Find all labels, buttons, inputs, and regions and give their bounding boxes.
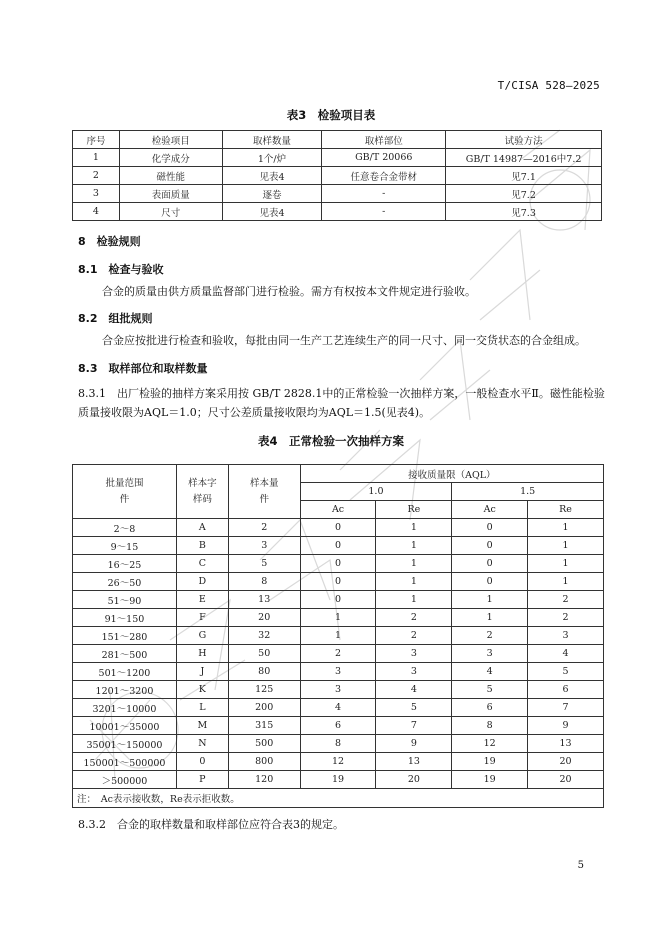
- table4-cell: 150001～500000: [73, 753, 177, 771]
- table4-cell: C: [176, 555, 228, 573]
- table4-cell: 20: [228, 609, 300, 627]
- table4-cell: 120: [228, 771, 300, 789]
- table4-cell: 26～50: [73, 573, 177, 591]
- section-8-2-text: 合金应按批进行检查和验收，每批由同一生产工艺连续生产的同一尺寸、同一交货状态的合金组成。: [102, 334, 586, 347]
- table4-cell: 1: [452, 591, 528, 609]
- table4-cell: 12: [452, 735, 528, 753]
- table4-cell: 800: [228, 753, 300, 771]
- table4-cell: 5: [228, 555, 300, 573]
- table4-cell: 0: [300, 555, 376, 573]
- table4-cell: 1: [376, 591, 452, 609]
- table4-cell: 151～280: [73, 627, 177, 645]
- table4-cell: 1201～3200: [73, 681, 177, 699]
- table4-cell: 12: [300, 753, 376, 771]
- table-row: [73, 735, 604, 753]
- table4-cell: M: [176, 717, 228, 735]
- table4-cell: 91～150: [73, 609, 177, 627]
- table3-header-cell: 取样部位: [322, 131, 446, 149]
- table-row: [73, 627, 604, 645]
- batch-range-header: 批量范围 件: [73, 465, 177, 519]
- table3-cell: GB/T 14987—2016中7.2: [446, 149, 602, 167]
- section-8-1-text: 合金的质量由供方质量监督部门进行检验。需方有权按本文件规定进行验收。: [102, 285, 476, 298]
- table4-cell: 9～15: [73, 537, 177, 555]
- table4-cell: 50: [228, 645, 300, 663]
- table3-cell: 见7.3: [446, 203, 602, 221]
- table4-cell: 19: [452, 771, 528, 789]
- table4-cell: 16～25: [73, 555, 177, 573]
- sample-letter-header: 样本字 样码: [176, 465, 228, 519]
- section-8-3-1-text: 8.3.1 出厂检验的抽样方案采用按 GB/T 2828.1中的正常检验一次抽样方案，一般检查水平Ⅱ。磁性能检验质量接收限为AQL＝1.0；尺寸公差质量接收限均为AQL＝1.5(见表4)。: [78, 387, 605, 419]
- table4-cell: 1: [452, 609, 528, 627]
- table4-cell: 1: [376, 573, 452, 591]
- table-row: [73, 663, 604, 681]
- table3-cell: 表面质量: [119, 185, 222, 203]
- table4-cell: 1: [528, 573, 604, 591]
- table3-header-cell: 试验方法: [446, 131, 602, 149]
- table-row: [73, 681, 604, 699]
- table3-header-cell: 检验项目: [119, 131, 222, 149]
- table4-cell: 13: [228, 591, 300, 609]
- table4-cell: 20: [528, 771, 604, 789]
- table4-note: 注： Ac表示接收数，Re表示拒收数。: [73, 789, 604, 808]
- table4-cell: 20: [376, 771, 452, 789]
- table4-cell: L: [176, 699, 228, 717]
- table-row: [73, 555, 604, 573]
- table-row: [73, 771, 604, 789]
- table4-cell: 2: [300, 645, 376, 663]
- table4-cell: 0: [300, 519, 376, 537]
- table4-cell: 1: [528, 537, 604, 555]
- table3-cell: 1个/炉: [222, 149, 322, 167]
- table4-cell: 8: [452, 717, 528, 735]
- table4-cell: 1: [300, 627, 376, 645]
- table3-cell: -: [322, 203, 446, 221]
- section-8-3-heading: 8.3 取样部位和取样数量: [78, 362, 208, 375]
- table4-cell: 501～1200: [73, 663, 177, 681]
- table4-cell: 4: [376, 681, 452, 699]
- table4-cell: B: [176, 537, 228, 555]
- table4-cell: K: [176, 681, 228, 699]
- table4-cell: 1: [376, 555, 452, 573]
- table4-cell: 1: [376, 537, 452, 555]
- table3-cell: 4: [73, 203, 120, 221]
- table-row: [73, 573, 604, 591]
- section-8-3-2-text: 8.3.2 合金的取样数量和取样部位应符合表3的规定。: [78, 818, 344, 831]
- table4-cell: 19: [300, 771, 376, 789]
- table4-cell: 6: [300, 717, 376, 735]
- table3-cell: GB/T 20066: [322, 149, 446, 167]
- table4-cell: 2: [452, 627, 528, 645]
- table3-cell: 化学成分: [119, 149, 222, 167]
- table4-cell: 5: [452, 681, 528, 699]
- table-row: [73, 167, 602, 185]
- table4-cell: 4: [528, 645, 604, 663]
- table4-cell: 3: [528, 627, 604, 645]
- table3-header-cell: 取样数量: [222, 131, 322, 149]
- table4-cell: 2: [528, 609, 604, 627]
- table-row: [73, 717, 604, 735]
- ac-re-header: Re: [528, 501, 604, 519]
- section-8-heading: 8 检验规则: [78, 235, 141, 248]
- table4-cell: 7: [528, 699, 604, 717]
- table-row: [73, 609, 604, 627]
- table3-cell: 尺寸: [119, 203, 222, 221]
- table4-cell: 80: [228, 663, 300, 681]
- ac-re-header: Ac: [300, 501, 376, 519]
- table-row: [73, 519, 604, 537]
- table4-cell: 125: [228, 681, 300, 699]
- table4-cell: 9: [376, 735, 452, 753]
- table4-cell: 3201～10000: [73, 699, 177, 717]
- table4-cell: A: [176, 519, 228, 537]
- table4-cell: 6: [528, 681, 604, 699]
- table4-cell: 8: [300, 735, 376, 753]
- section-8-1-heading: 8.1 检查与验收: [78, 263, 164, 276]
- table3-cell: 见表4: [222, 167, 322, 185]
- table4-cell: 4: [300, 699, 376, 717]
- table4-cell: 13: [528, 735, 604, 753]
- table4-cell: 0: [300, 537, 376, 555]
- table4-cell: 5: [376, 699, 452, 717]
- table4-cell: H: [176, 645, 228, 663]
- ac-re-header: Re: [376, 501, 452, 519]
- table4-cell: 3: [376, 663, 452, 681]
- aql-level-header: 1.5: [452, 483, 604, 501]
- table4-cell: N: [176, 735, 228, 753]
- table3-title: 表3 检验项目表: [286, 108, 376, 122]
- table4-cell: 6: [452, 699, 528, 717]
- table3-cell: 见7.1: [446, 167, 602, 185]
- aql-level-header: 1.0: [300, 483, 452, 501]
- table4-cell: 1: [528, 519, 604, 537]
- table3-cell: 2: [73, 167, 120, 185]
- table4-cell: 19: [452, 753, 528, 771]
- table-row: [73, 591, 604, 609]
- table4-cell: 13: [376, 753, 452, 771]
- sample-size-header: 样本量 件: [228, 465, 300, 519]
- table3-cell: 任意卷合金带材: [322, 167, 446, 185]
- inspection-items-table: [72, 130, 602, 221]
- table4-cell: 500: [228, 735, 300, 753]
- table4-cell: 4: [452, 663, 528, 681]
- page-number: 5: [577, 860, 584, 871]
- ac-re-header: Ac: [452, 501, 528, 519]
- table4-cell: 8: [228, 573, 300, 591]
- table4-cell: 2～8: [73, 519, 177, 537]
- table4-cell: G: [176, 627, 228, 645]
- table4-cell: 0: [452, 519, 528, 537]
- table-row: [73, 149, 602, 167]
- table4-cell: 3: [228, 537, 300, 555]
- document-id: T/CISA 528—2025: [497, 79, 600, 92]
- table4-cell: 315: [228, 717, 300, 735]
- table4-cell: 3: [300, 681, 376, 699]
- table4-cell: 32: [228, 627, 300, 645]
- table4-cell: 7: [376, 717, 452, 735]
- sampling-plan-table: [72, 464, 604, 808]
- table4-cell: D: [176, 573, 228, 591]
- table4-title: 表4 正常检验一次抽样方案: [257, 434, 404, 448]
- table-row: [73, 185, 602, 203]
- table-row: [73, 203, 602, 221]
- table3-cell: -: [322, 185, 446, 203]
- aql-header: 接收质量限（AQL）: [300, 465, 603, 483]
- table4-cell: 200: [228, 699, 300, 717]
- table3-cell: 1: [73, 149, 120, 167]
- table4-cell: 20: [528, 753, 604, 771]
- table4-cell: 2: [376, 627, 452, 645]
- table4-cell: 3: [300, 663, 376, 681]
- table4-cell: 281～500: [73, 645, 177, 663]
- table4-cell: 0: [452, 537, 528, 555]
- table4-cell: 0: [300, 591, 376, 609]
- table4-cell: 2: [528, 591, 604, 609]
- table3-cell: 磁性能: [119, 167, 222, 185]
- table-row: [73, 753, 604, 771]
- table4-cell: 3: [452, 645, 528, 663]
- section-8-2-heading: 8.2 组批规则: [78, 312, 153, 325]
- table3-header-cell: 序号: [73, 131, 120, 149]
- table3-cell: 见表4: [222, 203, 322, 221]
- table4-cell: 10001～35000: [73, 717, 177, 735]
- table4-cell: 1: [528, 555, 604, 573]
- table4-cell: 2: [228, 519, 300, 537]
- table4-cell: F: [176, 609, 228, 627]
- table4-cell: 0: [176, 753, 228, 771]
- table4-cell: 35001～150000: [73, 735, 177, 753]
- table4-cell: 2: [376, 609, 452, 627]
- table4-cell: 0: [452, 555, 528, 573]
- table4-cell: 1: [300, 609, 376, 627]
- table-row: [73, 537, 604, 555]
- table4-cell: 3: [376, 645, 452, 663]
- table4-cell: P: [176, 771, 228, 789]
- table4-cell: J: [176, 663, 228, 681]
- table3-cell: 逐卷: [222, 185, 322, 203]
- table4-cell: 0: [300, 573, 376, 591]
- table4-cell: 5: [528, 663, 604, 681]
- table4-cell: ＞500000: [73, 771, 177, 789]
- table3-cell: 见7.2: [446, 185, 602, 203]
- table-row: [73, 645, 604, 663]
- table4-cell: 0: [452, 573, 528, 591]
- table3-header-row: [73, 131, 602, 149]
- table3-cell: 3: [73, 185, 120, 203]
- table4-cell: 9: [528, 717, 604, 735]
- table4-cell: 1: [376, 519, 452, 537]
- table4-cell: E: [176, 591, 228, 609]
- table-row: [73, 699, 604, 717]
- table4-cell: 51～90: [73, 591, 177, 609]
